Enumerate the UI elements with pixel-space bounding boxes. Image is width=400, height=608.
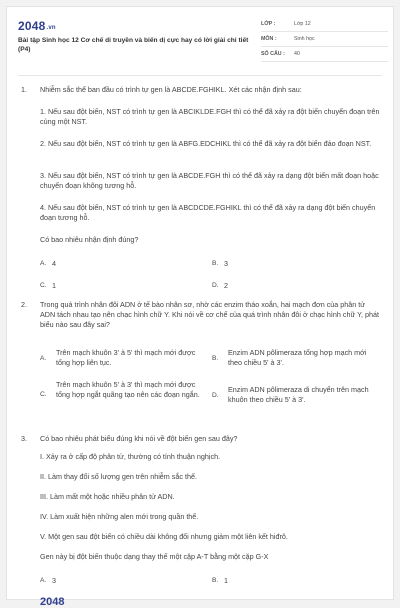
- statement: II. Làm thay đổi số lượng gen trên nhiễm sắc thể.: [40, 472, 197, 481]
- option-letter: A.: [40, 260, 47, 267]
- option-text: Enzim ADN pôlimeraza di chuyển trên mạch khuôn theo chiều 5' à 3'.: [228, 385, 369, 404]
- question-number: 1.: [21, 85, 27, 94]
- logo-tld: .vn: [46, 25, 56, 31]
- meta-value: 40: [294, 51, 300, 57]
- meta-subject: [261, 34, 388, 47]
- meta-label: SỐ CÂU :: [261, 51, 285, 57]
- question-prompt: Gen này bị đột biến thuộc dạng thay thế một cặp A-T bằng một cặp G-X: [40, 552, 269, 561]
- statement: 4. Nếu sau đột biến, NST có trình tự gen là ABCDCDE.FGHIKL thì có thể đã xảy ra dạng đột biến chuyển đoạn tương hỗ.: [40, 203, 376, 222]
- option-letter: C.: [40, 282, 47, 289]
- header-divider: [18, 75, 382, 76]
- option-text: 4: [52, 259, 56, 268]
- statement: 3. Nếu sau đột biến, NST có trình tự gen là ABCDE.FGH thì có thể đã xảy ra dạng đột biến mất đoạn hoặc chuyển đoạn không tương hỗ.: [40, 171, 379, 190]
- document-title: Bài tập Sinh học 12 Cơ chế di truyền và biến dị cực hay có lời giải chi tiết (P4): [18, 37, 249, 53]
- statement: 2. Nếu sau đột biến, NST có trình tự gen là ABFG.EDCHIKL thì có thể đã xảy ra đột biến đảo đoạn NST.: [40, 139, 372, 148]
- meta-value: Lớp 12: [294, 21, 311, 27]
- meta-label: MÔN :: [261, 36, 277, 42]
- logo-text: 2048: [18, 19, 46, 33]
- question-stem: Trong quá trình nhân đôi ADN ở tế bào nhân sơ, nhờ các enzim tháo xoắn, hai mạch đơn của phân tử ADN tách nhau tạo nên chạc hình chữ Y. Khi nói về cơ chế của quá trình nhân đôi ở chạc hình chữ Y, phát biểu nào sau đây sai?: [40, 300, 379, 329]
- option-letter: C.: [40, 391, 47, 398]
- option-letter: B.: [212, 260, 219, 267]
- option-letter: B.: [212, 577, 219, 584]
- option-letter: D.: [212, 392, 219, 399]
- question-number: 3.: [21, 434, 27, 443]
- option-text: Enzim ADN pôlimeraza tổng hợp mạch mới theo chiều 5' à 3'.: [228, 348, 367, 367]
- meta-value: Sinh học: [294, 36, 315, 42]
- meta-question-count: [261, 49, 388, 62]
- question-prompt: Có bao nhiêu nhận định đúng?: [40, 235, 139, 244]
- statement: III. Làm mất một hoặc nhiều phân tử ADN.: [40, 492, 175, 501]
- statement: 1. Nếu sau đột biến, NST có trình tự gen là ABCIKLDE.FGH thì có thể đã xảy ra đột biến chuyển đoạn trên cùng một NST.: [40, 107, 380, 126]
- option-letter: A.: [40, 577, 47, 584]
- option-text: 1: [52, 281, 56, 290]
- meta-divider: [261, 61, 388, 62]
- statement: I. Xảy ra ở cấp độ phân tử, thường có tính thuận nghịch.: [40, 452, 221, 461]
- question-1: [7, 85, 395, 290]
- option-text: 1: [224, 576, 228, 585]
- option-text: 3: [52, 576, 56, 585]
- option-letter: A.: [40, 355, 47, 362]
- meta-divider: [261, 31, 388, 32]
- question-3: [7, 434, 395, 608]
- site-logo[interactable]: [18, 19, 56, 33]
- worksheet-header: [18, 19, 388, 73]
- statement: IV. Làm xuất hiện những alen mới trong quần thể.: [40, 512, 199, 521]
- meta-grade: [261, 19, 388, 32]
- option-letter: D.: [212, 282, 219, 289]
- option-text: Trên mạch khuôn 5' à 3' thì mạch mới được tổng hợp ngắt quãng tạo nên các đoạn ngắn.: [56, 380, 200, 399]
- question-stem: Nhiễm sắc thể ban đầu có trình tự gen là ABCDE.FGHIKL. Xét các nhận định sau:: [40, 85, 302, 94]
- meta-divider: [261, 46, 388, 47]
- option-text: 2: [224, 281, 228, 290]
- footer-logo-partial: [40, 597, 200, 607]
- option-text: Trên mạch khuôn 3' à 5' thì mạch mới được tổng hợp liên tục.: [56, 348, 196, 367]
- question-stem: Có bao nhiêu phát biểu đúng khi nói về đột biến gen sau đây?: [40, 434, 238, 443]
- option-text: 3: [224, 259, 228, 268]
- statement: V. Một gen sau đột biến có chiều dài không đổi nhưng giảm một liên kết hiđrô.: [40, 532, 288, 541]
- question-number: 2.: [21, 300, 27, 309]
- worksheet-page: [6, 6, 394, 608]
- meta-label: LỚP :: [261, 21, 276, 27]
- question-2: [7, 300, 395, 430]
- option-letter: B.: [212, 355, 219, 362]
- footer-logo-text: 2048: [40, 596, 65, 608]
